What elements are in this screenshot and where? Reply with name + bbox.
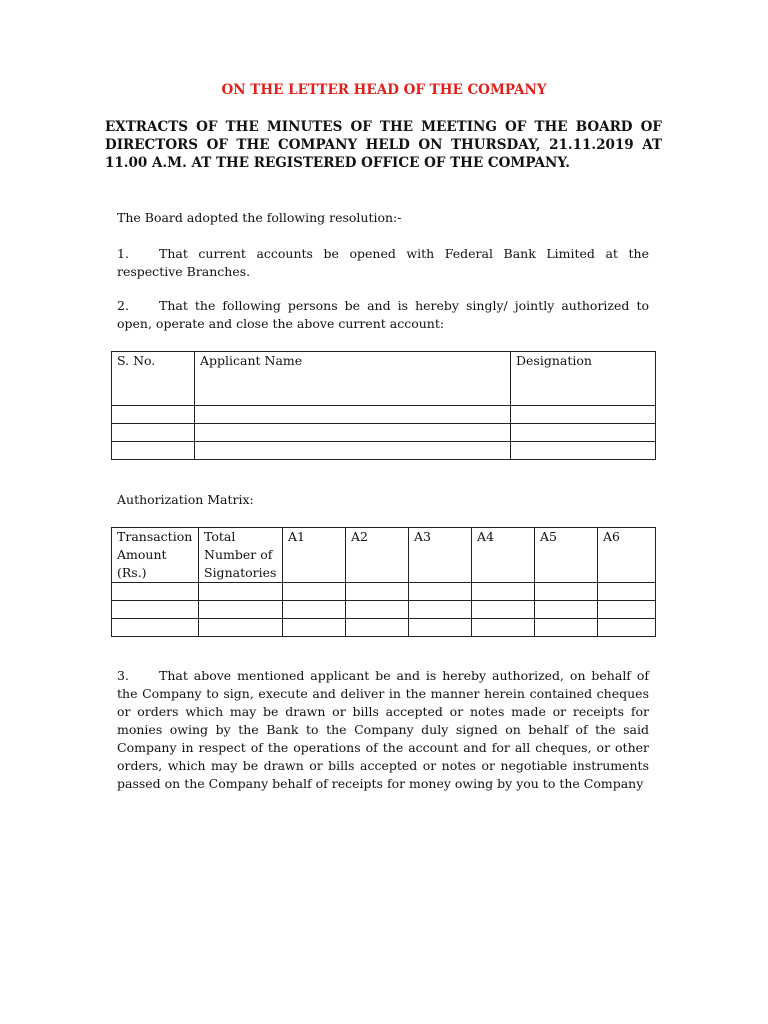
table-cell [535,583,598,601]
header-designation: Designation [511,352,656,406]
header-a6: A6 [598,528,656,583]
table-cell [195,406,511,424]
resolution-2-text: That the following persons be and is hereby singly/ jointly authorized to open, operate and close the above current account: [117,298,649,331]
table-cell [199,619,283,637]
header-a5: A5 [535,528,598,583]
header-a4: A4 [472,528,535,583]
header-sno: S. No. [112,352,195,406]
table-row [112,442,656,460]
table-cell [195,424,511,442]
table-row [112,583,656,601]
table-cell [511,406,656,424]
table-cell [283,583,346,601]
table-cell [346,619,409,637]
table-cell [112,442,195,460]
resolution-2-number: 2. [117,298,129,313]
table-row [112,619,656,637]
table-cell [283,601,346,619]
header-transaction-amount: Transaction Amount (Rs.) [112,528,199,583]
table-header-row [112,352,656,406]
resolution-2 [117,297,649,333]
table-cell [199,583,283,601]
table-cell [112,424,195,442]
table-cell [112,619,199,637]
table-cell [535,601,598,619]
header-a1: A1 [283,528,346,583]
table-cell [598,619,656,637]
table-cell [511,442,656,460]
table-cell [409,619,472,637]
header-total-signatories: Total Number of Signatories [199,528,283,583]
header-a3: A3 [409,528,472,583]
header-a2: A2 [346,528,409,583]
table-cell [112,406,195,424]
intro-text: The Board adopted the following resolution:- [117,210,402,225]
table-cell [112,583,199,601]
table-cell [409,583,472,601]
table-cell [199,601,283,619]
table-row [112,601,656,619]
header-applicant-name: Applicant Name [195,352,511,406]
applicants-table [111,351,656,460]
minutes-heading: EXTRACTS OF THE MINUTES OF THE MEETING OF THE BOARD OF DIRECTORS OF THE COMPANY HELD ON THURSDAY, 21.11.2019 AT 11.00 A.M. AT THE REGISTERED OFFICE OF THE COMPANY. [105,119,662,171]
table-cell [346,601,409,619]
table-cell [598,601,656,619]
authorization-matrix-label: Authorization Matrix: [117,492,254,507]
table-cell [472,619,535,637]
table-header-row [112,528,656,583]
resolution-1-number: 1. [117,246,129,261]
table-cell [511,424,656,442]
table-cell [195,442,511,460]
table-cell [112,601,199,619]
table-cell [409,601,472,619]
resolution-1-text: That current accounts be opened with Federal Bank Limited at the respective Branches. [117,246,649,279]
table-cell [472,583,535,601]
table-cell [535,619,598,637]
table-cell [598,583,656,601]
resolution-3-text: That above mentioned applicant be and is hereby authorized, on behalf of the Company to sign, execute and deliver in the manner herein contained cheques or orders which may be drawn or bills accepted or notes made or receipts for monies owing by the Bank to the Company duly signed on behalf of the said Company in respect of the operations of the account and for all cheques, or other orders, which may be drawn or bills accepted or notes or negotiable instruments passed on the Company behalf of receipts for money owing by you to the Company [117,668,649,791]
resolution-1 [117,245,649,281]
table-cell [472,601,535,619]
table-cell [283,619,346,637]
table-row [112,424,656,442]
resolution-3 [117,667,649,793]
letterhead-title: ON THE LETTER HEAD OF THE COMPANY [221,82,547,98]
table-cell [346,583,409,601]
resolution-3-number: 3. [117,668,129,683]
authorization-matrix-table [111,527,656,637]
table-row [112,406,656,424]
